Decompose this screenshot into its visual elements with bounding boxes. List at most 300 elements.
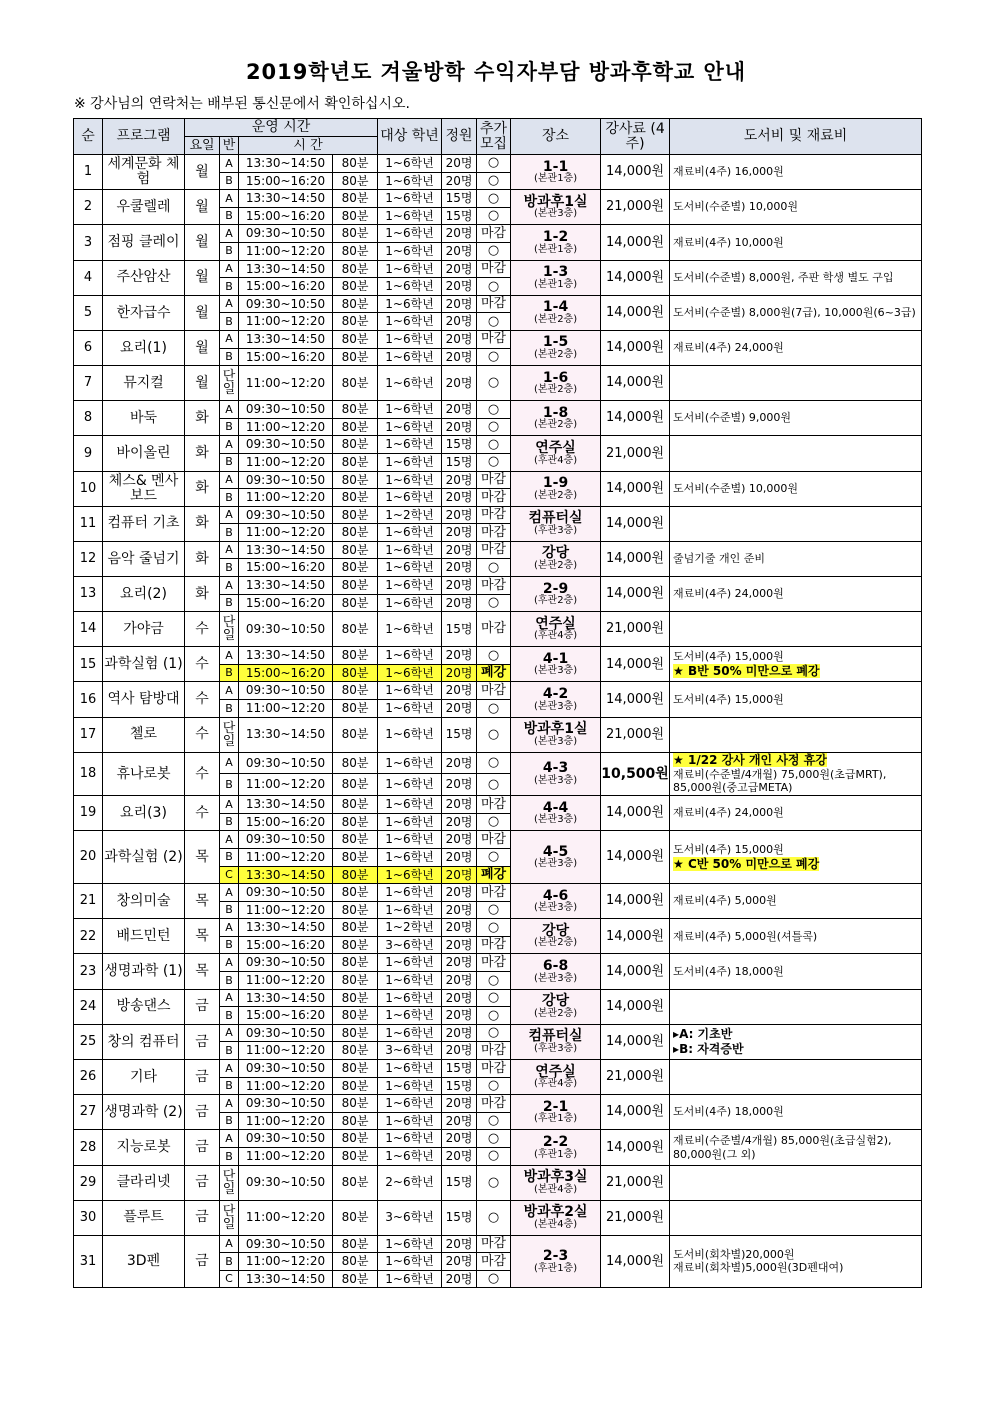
place-building: (후관1층) [533,1113,578,1125]
instructor-fee: 14,000원 [601,541,670,576]
header-materials: 도서비 및 재료비 [670,119,922,155]
class-minutes: 80분 [333,278,378,296]
table-row [74,295,922,313]
class-label: B [220,207,239,225]
place-building: (본관3층) [533,972,578,984]
target-grade: 1~6학년 [378,577,442,595]
class-minutes: 80분 [333,954,378,972]
recruit-status: 마감 [477,225,511,243]
class-time: 15:00~16:20 [239,172,333,190]
class-minutes: 80분 [333,813,378,831]
class-time: 09:30~10:50 [239,752,333,774]
day-of-week: 월 [185,155,220,190]
place [511,155,601,190]
program-name: 컴퓨터 기초 [103,506,185,541]
recruit-status: 마감 [477,260,511,278]
table-row [74,1095,922,1113]
instructor-fee: 14,000원 [601,989,670,1024]
program-name: 배드민턴 [103,919,185,954]
place-room: 강당 [542,545,570,562]
materials-line: 도서비(회차별)20,000원 [673,1247,795,1261]
recruit-status: ○ [477,348,511,366]
class-label: A [220,541,239,559]
place-building: (본관3층) [533,700,578,712]
program-name: 역사 탐방대 [103,682,185,717]
class-minutes: 80분 [333,1112,378,1130]
table-row [74,954,922,972]
recruit-status: 마감 [477,506,511,524]
target-grade: 1~6학년 [378,155,442,173]
class-time: 15:00~16:20 [239,664,333,682]
target-grade: 1~6학년 [378,866,442,884]
place-building: (후관1층) [533,1148,578,1160]
row-number: 7 [74,366,103,401]
class-time: 13:30~14:50 [239,989,333,1007]
place [511,682,601,717]
materials-cost [670,155,922,190]
class-minutes: 80분 [333,260,378,278]
class-time: 13:30~14:50 [239,866,333,884]
recruit-status: ○ [477,313,511,331]
table-row [74,541,922,559]
recruit-status: ○ [477,647,511,665]
class-label: A [220,1095,239,1113]
place-room: 4-5 [542,843,569,860]
capacity: 20명 [442,242,477,260]
place-building: (본관3층) [533,774,578,786]
header-program: 프로그램 [103,119,185,155]
row-number: 12 [74,541,103,576]
row-number: 3 [74,225,103,260]
instructor-fee: 21,000원 [601,436,670,471]
table-row [74,796,922,814]
instructor-fee: 21,000원 [601,1200,670,1235]
recruit-status: ○ [477,972,511,990]
capacity: 20명 [442,225,477,243]
row-number: 11 [74,506,103,541]
target-grade: 1~6학년 [378,1077,442,1095]
place [511,1235,601,1288]
day-of-week: 월 [185,190,220,225]
materials-line: 재료비(4주) 24,000원 [673,806,784,820]
target-grade: 1~6학년 [378,524,442,542]
header-grade: 대상 학년 [378,119,442,155]
place [511,1024,601,1059]
place-building: (본관2층) [533,419,578,431]
program-name: 요리(2) [103,577,185,612]
table-row [74,612,922,647]
place-room: 2-3 [542,1247,569,1264]
class-minutes: 80분 [333,774,378,796]
class-minutes: 80분 [333,155,378,173]
class-minutes: 80분 [333,190,378,208]
instructor-fee: 14,000원 [601,831,670,884]
class-label: B [220,1112,239,1130]
place [511,884,601,919]
class-time: 13:30~14:50 [239,647,333,665]
day-of-week: 월 [185,260,220,295]
place-building: (본관2층) [533,313,578,325]
recruit-status: ○ [477,989,511,1007]
materials-cost [670,682,922,717]
program-name: 첼로 [103,717,185,752]
program-name: 기타 [103,1060,185,1095]
capacity: 20명 [442,155,477,173]
class-time: 09:30~10:50 [239,1235,333,1253]
capacity: 20명 [442,1130,477,1148]
table-row [74,1130,922,1148]
materials-line: 재료비(4주) 16,000원 [673,165,784,179]
day-of-week: 화 [185,577,220,612]
recruit-status: ○ [477,190,511,208]
target-grade: 1~6학년 [378,1007,442,1025]
day-of-week: 화 [185,471,220,506]
place-building: (후관3층) [533,524,578,536]
target-grade: 1~6학년 [378,831,442,849]
class-minutes: 80분 [333,330,378,348]
materials-cost [670,1095,922,1130]
capacity: 20명 [442,989,477,1007]
place [511,436,601,471]
place [511,612,601,647]
recruit-status: ○ [477,700,511,718]
class-minutes: 80분 [333,1130,378,1148]
class-minutes: 80분 [333,848,378,866]
notice-line: ★ C반 50% 미만으로 폐강 [673,856,820,871]
place-building: (본관2층) [533,560,578,572]
table-row [74,471,922,489]
materials-line: 재료비(회차별)5,000원(3D펜대여) [673,1261,844,1275]
day-of-week: 금 [185,1024,220,1059]
recruit-status: 마감 [477,954,511,972]
capacity: 20명 [442,972,477,990]
materials-cost [670,831,922,884]
place-room: 강당 [542,993,570,1010]
header-no: 순 [74,119,103,155]
day-of-week: 월 [185,366,220,401]
target-grade: 1~6학년 [378,436,442,454]
place [511,506,601,541]
row-number: 6 [74,330,103,365]
instructor-fee: 14,000원 [601,225,670,260]
instructor-fee: 14,000원 [601,471,670,506]
capacity: 20명 [442,524,477,542]
capacity: 20명 [442,774,477,796]
day-of-week: 화 [185,401,220,436]
table-row [74,1060,922,1078]
header-class: 반 [220,137,239,155]
table-row [74,752,922,774]
class-time: 11:00~12:20 [239,901,333,919]
table-row [74,436,922,454]
table-body [74,155,922,1288]
class-label: A [220,989,239,1007]
day-of-week: 금 [185,1165,220,1200]
class-time: 15:00~16:20 [239,1007,333,1025]
materials-line: 도서비(4주) 18,000원 [673,964,784,978]
materials-line: 재료비(4주) 5,000원(셔틀콕) [673,929,818,943]
place-building: (본관2층) [533,349,578,361]
class-minutes: 80분 [333,612,378,647]
materials-cost [670,647,922,682]
class-minutes: 80분 [333,594,378,612]
program-name: 뮤지컬 [103,366,185,401]
class-label: A [220,831,239,849]
table-row [74,919,922,937]
day-of-week: 목 [185,919,220,954]
recruit-status: 마감 [477,1042,511,1060]
instructor-fee: 14,000원 [601,954,670,989]
materials-cost [670,1024,922,1059]
class-time: 13:30~14:50 [239,577,333,595]
materials-cost [670,1165,922,1200]
row-number: 8 [74,401,103,436]
program-name: 바이올린 [103,436,185,471]
place-building: (본관3층) [533,814,578,826]
target-grade: 3~6학년 [378,1042,442,1060]
place-room: 1-8 [542,404,569,421]
class-label: B [220,489,239,507]
class-label: B [220,242,239,260]
capacity: 20명 [442,919,477,937]
capacity: 20명 [442,884,477,902]
materials-cost [670,1060,922,1095]
place [511,954,601,989]
materials-cost [670,752,922,796]
target-grade: 2~6학년 [378,1165,442,1200]
program-name: 휴나로봇 [103,752,185,796]
recruit-status: 마감 [477,330,511,348]
class-time: 15:00~16:20 [239,278,333,296]
place-room: 1-9 [542,475,569,491]
class-time: 15:00~16:20 [239,207,333,225]
class-label: A [220,796,239,814]
materials-line: 재료비(수준별/4개월) 75,000원(초급MRT), 85,000원(중고급META) [673,767,887,795]
recruit-status: 마감 [477,936,511,954]
capacity: 20명 [442,954,477,972]
program-name: 창의 컴퓨터 [103,1024,185,1059]
target-grade: 1~6학년 [378,901,442,919]
place-room: 4-4 [542,799,569,816]
class-time: 09:30~10:50 [239,1165,333,1200]
row-number: 13 [74,577,103,612]
class-minutes: 80분 [333,752,378,774]
class-time: 11:00~12:20 [239,1148,333,1166]
class-time: 11:00~12:20 [239,700,333,718]
instructor-fee: 10,500원 [601,752,670,796]
recruit-status: 마감 [477,1235,511,1253]
table-row [74,717,922,752]
capacity: 20명 [442,278,477,296]
recruit-status: ○ [477,594,511,612]
target-grade: 1~6학년 [378,1112,442,1130]
materials-cost [670,401,922,436]
capacity: 20명 [442,848,477,866]
class-label: A [220,919,239,937]
target-grade: 1~6학년 [378,225,442,243]
place-room: 1-5 [542,334,569,351]
class-minutes: 80분 [333,989,378,1007]
class-label: B [220,172,239,190]
class-label: 단일 [220,1200,239,1235]
place-room: 2-9 [542,580,569,597]
class-time: 15:00~16:20 [239,936,333,954]
target-grade: 1~6학년 [378,559,442,577]
class-label: B [220,813,239,831]
class-time: 09:30~10:50 [239,295,333,313]
row-number: 14 [74,612,103,647]
target-grade: 1~6학년 [378,647,442,665]
target-grade: 1~6학년 [378,348,442,366]
capacity: 20명 [442,752,477,774]
materials-line: 도서비(4주) 18,000원 [673,1105,784,1119]
table-row [74,831,922,849]
instructor-fee: 14,000원 [601,577,670,612]
place-building: (후관4층) [533,454,578,466]
place-room: 연주실 [535,439,576,456]
table-row [74,989,922,1007]
row-number: 2 [74,190,103,225]
class-minutes: 80분 [333,313,378,331]
program-name: 점핑 클레이 [103,225,185,260]
materials-cost [670,1235,922,1288]
materials-line: 도서비(4주) 15,000원 [673,842,784,856]
program-name: 음악 줄넘기 [103,541,185,576]
day-of-week: 금 [185,1235,220,1288]
recruit-status: ○ [477,1007,511,1025]
program-name: 생명과학 (2) [103,1095,185,1130]
class-time: 13:30~14:50 [239,796,333,814]
class-minutes: 80분 [333,1042,378,1060]
target-grade: 1~6학년 [378,796,442,814]
class-time: 11:00~12:20 [239,972,333,990]
class-time: 09:30~10:50 [239,954,333,972]
class-time: 15:00~16:20 [239,348,333,366]
capacity: 20명 [442,260,477,278]
capacity: 20명 [442,796,477,814]
class-label: B [220,278,239,296]
class-time: 11:00~12:20 [239,1112,333,1130]
table-row [74,1024,922,1042]
recruit-status: ○ [477,813,511,831]
instructor-fee: 14,000원 [601,330,670,365]
class-time: 09:30~10:50 [239,1024,333,1042]
class-minutes: 80분 [333,682,378,700]
place-room: 1-4 [542,299,569,316]
program-name: 3D펜 [103,1235,185,1288]
row-number: 30 [74,1200,103,1235]
class-time: 11:00~12:20 [239,453,333,471]
class-minutes: 80분 [333,1253,378,1271]
target-grade: 1~6학년 [378,774,442,796]
table-row [74,190,922,208]
class-time: 11:00~12:20 [239,524,333,542]
target-grade: 1~6학년 [378,1024,442,1042]
materials-line: 도서비(4주) 15,000원 [673,692,784,706]
class-minutes: 80분 [333,577,378,595]
day-of-week: 금 [185,1200,220,1235]
class-minutes: 80분 [333,1095,378,1113]
place-room: 4-2 [542,685,569,702]
class-minutes: 80분 [333,489,378,507]
place [511,471,601,506]
target-grade: 1~6학년 [378,594,442,612]
class-time: 11:00~12:20 [239,418,333,436]
class-time: 11:00~12:20 [239,1077,333,1095]
place-building: (본관3층) [533,902,578,914]
class-time: 13:30~14:50 [239,190,333,208]
capacity: 20명 [442,348,477,366]
table-row [74,506,922,524]
recruit-status: ○ [477,901,511,919]
row-number: 4 [74,260,103,295]
day-of-week: 금 [185,1130,220,1165]
recruit-status: 마감 [477,831,511,849]
recruit-status: 폐강 [477,664,511,682]
target-grade: 1~6학년 [378,664,442,682]
class-time: 13:30~14:50 [239,260,333,278]
instructor-fee: 14,000원 [601,1024,670,1059]
place-room: 2-1 [542,1098,569,1115]
class-label: A [220,1024,239,1042]
class-minutes: 80분 [333,524,378,542]
place [511,1200,601,1235]
target-grade: 1~6학년 [378,541,442,559]
materials-cost [670,330,922,365]
recruit-status: ○ [477,559,511,577]
table-row [74,682,922,700]
class-label: A [220,752,239,774]
target-grade: 1~6학년 [378,989,442,1007]
instructor-fee: 14,000원 [601,682,670,717]
place-room: 1-6 [542,369,569,386]
class-label: 단일 [220,612,239,647]
recruit-status: ○ [477,1148,511,1166]
place [511,401,601,436]
place-room: 연주실 [535,615,576,632]
place-building: (본관1층) [533,173,578,185]
target-grade: 1~6학년 [378,330,442,348]
capacity: 20명 [442,936,477,954]
materials-line: 재료비(4주) 24,000원 [673,587,784,601]
row-number: 29 [74,1165,103,1200]
class-time: 09:30~10:50 [239,1060,333,1078]
table-row [74,330,922,348]
recruit-status: ○ [477,919,511,937]
program-name: 체스& 멘사보드 [103,471,185,506]
recruit-status: 마감 [477,612,511,647]
class-label: C [220,866,239,884]
recruit-status: ○ [477,401,511,419]
recruit-status: 마감 [477,577,511,595]
capacity: 20명 [442,541,477,559]
place-building: (후관4층) [533,1078,578,1090]
class-time: 09:30~10:50 [239,612,333,647]
target-grade: 1~6학년 [378,884,442,902]
recruit-status: ○ [477,453,511,471]
program-name: 바둑 [103,401,185,436]
target-grade: 3~6학년 [378,936,442,954]
recruit-status: 마감 [477,524,511,542]
table-row [74,260,922,278]
target-grade: 1~6학년 [378,278,442,296]
row-number: 15 [74,647,103,682]
recruit-status: 폐강 [477,866,511,884]
materials-cost [670,1130,922,1165]
place-room: 방과후2실 [523,1204,588,1220]
recruit-status: ○ [477,172,511,190]
class-time: 11:00~12:20 [239,489,333,507]
